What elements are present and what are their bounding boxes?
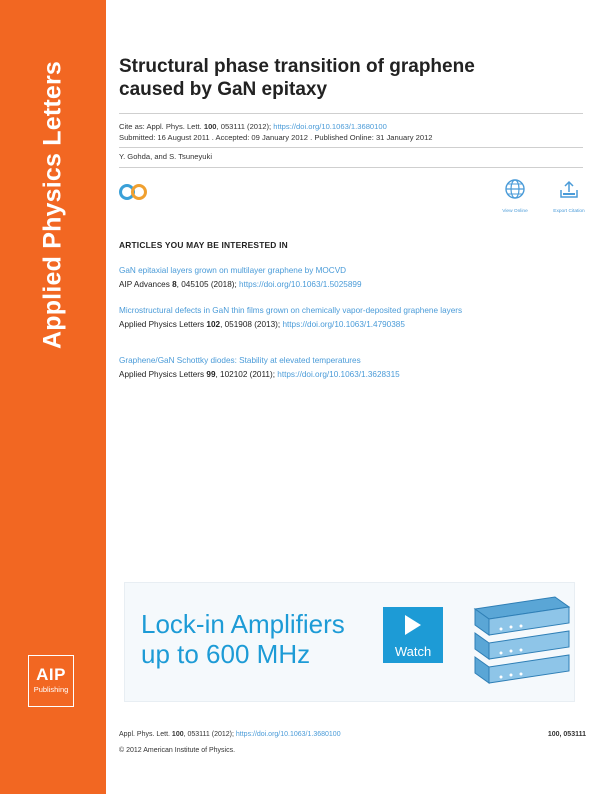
ref-volume: 102 (206, 320, 221, 329)
view-online-button[interactable] (493, 178, 537, 214)
cite-doi-link[interactable]: https://doi.org/10.1063/1.3680100 (273, 122, 387, 131)
citation-block (119, 121, 433, 143)
related-article-title[interactable]: Microstructural defects in GaN thin films grown on chemically vapor-deposited graphene layers (119, 306, 463, 315)
related-article-ref (119, 369, 569, 380)
ref-volume: 8 (172, 280, 177, 289)
ref-journal: Applied Physics Letters (119, 320, 207, 329)
journal-name: Applied Physics Letters (38, 60, 67, 350)
ad-line-1: Lock-in Amplifiers (141, 609, 345, 639)
ref-rest: , 102102 (2011); (215, 370, 278, 379)
related-articles-heading: ARTICLES YOU MAY BE INTERESTED IN (119, 240, 288, 250)
footer-page-id: 100, 053111 (547, 731, 586, 738)
footer-volume: 100 (171, 731, 184, 738)
cite-journal: Appl. Phys. Lett. (146, 122, 204, 131)
ref-doi-link[interactable]: https://doi.org/10.1063/1.4790385 (282, 320, 405, 329)
related-article-ref (119, 279, 569, 290)
view-online-label: View Online (502, 209, 528, 214)
divider (119, 113, 583, 114)
related-article-ref (119, 319, 569, 330)
cite-volume: 100 (203, 122, 217, 131)
advertisement-banner[interactable] (124, 582, 575, 702)
aip-publishing-logo[interactable] (28, 655, 74, 707)
export-citation-label: Export Citation (553, 209, 585, 214)
ref-journal: Applied Physics Letters (119, 370, 207, 379)
watch-label: Watch (394, 644, 432, 659)
crossmark-icon[interactable] (119, 184, 153, 212)
ref-doi-link[interactable]: https://doi.org/10.1063/1.5025899 (239, 280, 362, 289)
export-icon (558, 178, 580, 200)
crossmark-ring-orange (131, 184, 147, 200)
aip-logo-subtext: Publishing (33, 685, 69, 694)
divider (119, 147, 583, 148)
related-article (119, 355, 569, 380)
related-article-title[interactable]: GaN epitaxial layers grown on multilayer graphene by MOCVD (119, 266, 347, 275)
related-article-title[interactable]: Graphene/GaN Schottky diodes: Stability at elevated temperatures (119, 356, 361, 365)
divider (119, 167, 583, 168)
copyright: © 2012 American Institute of Physics. (119, 747, 236, 754)
export-citation-button[interactable] (547, 178, 591, 214)
publication-dates: Submitted: 16 August 2011 . Accepted: 09 January 2012 . Published Online: 31 January 2012 (119, 133, 433, 142)
ref-rest: , 051908 (2013); (220, 320, 283, 329)
aip-logo-text: AIP (36, 665, 66, 684)
ref-volume: 99 (206, 370, 216, 379)
cite-rest: , 053111 (2012); (216, 122, 274, 131)
play-icon (405, 615, 421, 635)
ad-headline (141, 609, 345, 669)
journal-sidebar (0, 0, 106, 794)
ref-journal: AIP Advances (119, 280, 173, 289)
footer-doi-link[interactable]: https://doi.org/10.1063/1.3680100 (235, 731, 341, 738)
instrument-stack-image (465, 589, 573, 699)
related-article (119, 265, 569, 290)
cite-label: Cite as: (119, 122, 147, 131)
globe-icon (504, 178, 526, 200)
cite-line (119, 121, 433, 132)
authors: Y. Gohda, and S. Tsuneyuki (119, 152, 213, 161)
ad-line-2: up to 600 MHz (141, 639, 311, 669)
article-title: Structural phase transition of graphene caused by GaN epitaxy (119, 56, 475, 100)
watch-button[interactable] (383, 607, 443, 663)
footer-rest: , 053111 (2012); (183, 731, 236, 738)
footer-journal: Appl. Phys. Lett. (119, 731, 172, 738)
ref-rest: , 045105 (2018); (176, 280, 240, 289)
related-article (119, 305, 569, 330)
ref-doi-link[interactable]: https://doi.org/10.1063/1.3628315 (277, 370, 400, 379)
footer-citation (119, 731, 341, 738)
